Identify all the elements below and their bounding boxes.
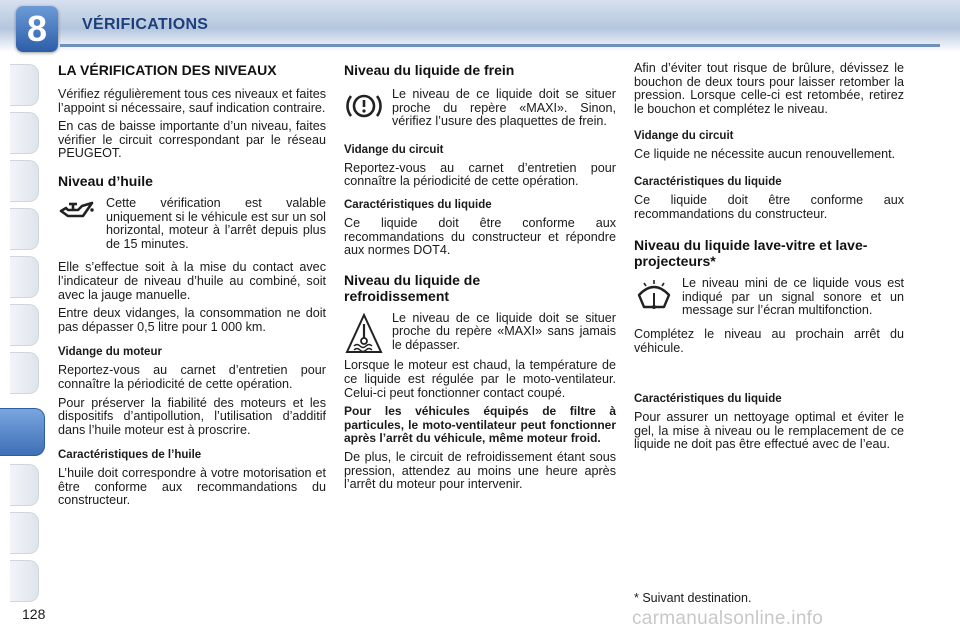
heading-oil-specs: Caractéristiques de l’huile [58,449,202,462]
column-3 [634,62,904,457]
paragraph: Cette vérification est valable uniquement si le véhicule est sur un sol horizontal, moteur à l’arrêt depuis plus de 15 minutes. [106,195,326,251]
section-title: LA VÉRIFICATION DES NIVEAUX [58,62,277,78]
paragraph: Le niveau de ce liquide doit se situer proche du repère «MAXI» sans jamais le dépasser. [392,310,616,352]
paragraph: Vérifiez régulièrement tous ces niveaux et faites l’appoint si nécessaire, sauf indication contraire. [58,87,326,115]
heading-circuit-drain: Vidange du circuit [634,130,734,143]
chapter-tab[interactable] [10,304,39,346]
paragraph: Reportez-vous au carnet d’entretien pour connaître la périodicité de cette opération. [344,160,616,189]
paragraph: Le niveau de ce liquide doit se situer proche du repère «MAXI». Sinon, vérifiez l’usure des plaquettes de frein. [392,87,616,129]
coolant-warning-icon [344,312,384,360]
oil-can-icon [58,197,98,256]
chapter-badge: 8 [16,6,58,52]
page-number: 128 [22,606,46,622]
paragraph: Complétez le niveau au prochain arrêt du véhicule. [634,326,904,355]
paragraph: Ce liquide doit être conforme aux recommandations du constructeur et répondre aux normes DOT4. [344,215,616,258]
coolant-warning-block [344,312,616,360]
chapter-tab[interactable] [10,464,39,506]
paragraph: Ce liquide ne nécessite aucun renouvellement. [634,147,896,162]
heading-liquid-specs: Caractéristiques du liquide [634,175,782,188]
heading-liquid-specs: Caractéristiques du liquide [344,198,492,211]
chapter-tabs [0,52,46,632]
paragraph: Reportez-vous au carnet d’entretien pour connaître la périodicité de cette opération. [58,363,326,391]
chapter-tab[interactable] [10,560,39,602]
paragraph: Afin d’éviter tout risque de brûlure, dévissez le bouchon de deux tours pour laisser retomber la pression. Lorsque celle-ci est retombée, retirez le bouchon et complétez le niveau. [634,61,904,116]
header-rule [60,44,940,47]
chapter-tab[interactable] [10,64,39,106]
paragraph-bold: Pour les véhicules équipés de filtre à particules, le moto-ventilateur peut fonctionner après l’arrêt du véhicule, même moteur froid. [344,404,616,446]
oil-warning-block [58,197,326,256]
paragraph: Lorsque le moteur est chaud, la température de ce liquide est régulée par le moto-ventilateur. Celui-ci peut fonctionner contact coupé. [344,358,616,400]
chapter-tab[interactable] [10,352,39,394]
footnote: * Suivant destination. [634,591,752,605]
paragraph: Entre deux vidanges, la consommation ne doit pas dépasser 0,5 litre pour 1 000 km. [58,306,326,334]
chapter-tab[interactable] [10,208,39,250]
chapter-tab[interactable] [10,112,39,154]
brake-warning-block [344,88,616,134]
paragraph: De plus, le circuit de refroidissement étant sous pression, attendez au moins une heure après l’arrêt du moteur pour intervenir. [344,449,616,492]
paragraph: L’huile doit correspondre à votre motorisation et être conforme aux recommandations du constructeur. [58,466,326,508]
heading-brake-fluid: Niveau du liquide de frein [344,62,515,78]
heading-washer-specs: Caractéristiques du liquide [634,393,782,406]
watermark: carmanualsonline.info [632,608,824,629]
paragraph: Ce liquide doit être conforme aux recommandations du constructeur. [634,192,904,221]
chapter-tab[interactable] [10,160,39,202]
chapter-title: VÉRIFICATIONS [82,16,209,33]
chapter-tab-active[interactable] [0,408,45,456]
washer-warning-block [634,277,904,323]
windscreen-washer-icon [634,277,674,323]
column-2 [344,62,616,497]
heading-oil-level: Niveau d’huile [58,172,153,189]
heading-washer-fluid: Niveau du liquide lave-vitre et lave-projecteurs* [634,237,868,270]
chapter-tab[interactable] [10,512,39,554]
paragraph: Pour préserver la fiabilité des moteurs et les dispositifs d’antipollution, l’utilisation d’additif dans l’huile moteur est à proscrire. [58,395,326,437]
brake-warning-icon [344,88,384,134]
paragraph: En cas de baisse importante d’un niveau, faites vérifier le circuit correspondant par le réseau PEUGEOT. [58,119,326,161]
heading-engine-drain: Vidange du moteur [58,346,162,359]
heading-circuit-drain: Vidange du circuit [344,143,444,156]
paragraph: Elle s’effectue soit à la mise du contact avec l’indicateur de niveau d’huile au combiné, soit avec la jauge manuelle. [58,260,326,302]
heading-coolant: Niveau du liquide de refroidissement [344,271,481,304]
paragraph: Pour assurer un nettoyage optimal et éviter le gel, la mise à niveau ou le remplacement de ce liquide ne doit pas être effectué avec de l’eau. [634,410,904,452]
column-1 [58,62,326,513]
paragraph: Le niveau mini de ce liquide vous est indiqué par un signal sonore et un message sur l’écran multifonction. [682,276,904,318]
chapter-tab[interactable] [10,256,39,298]
